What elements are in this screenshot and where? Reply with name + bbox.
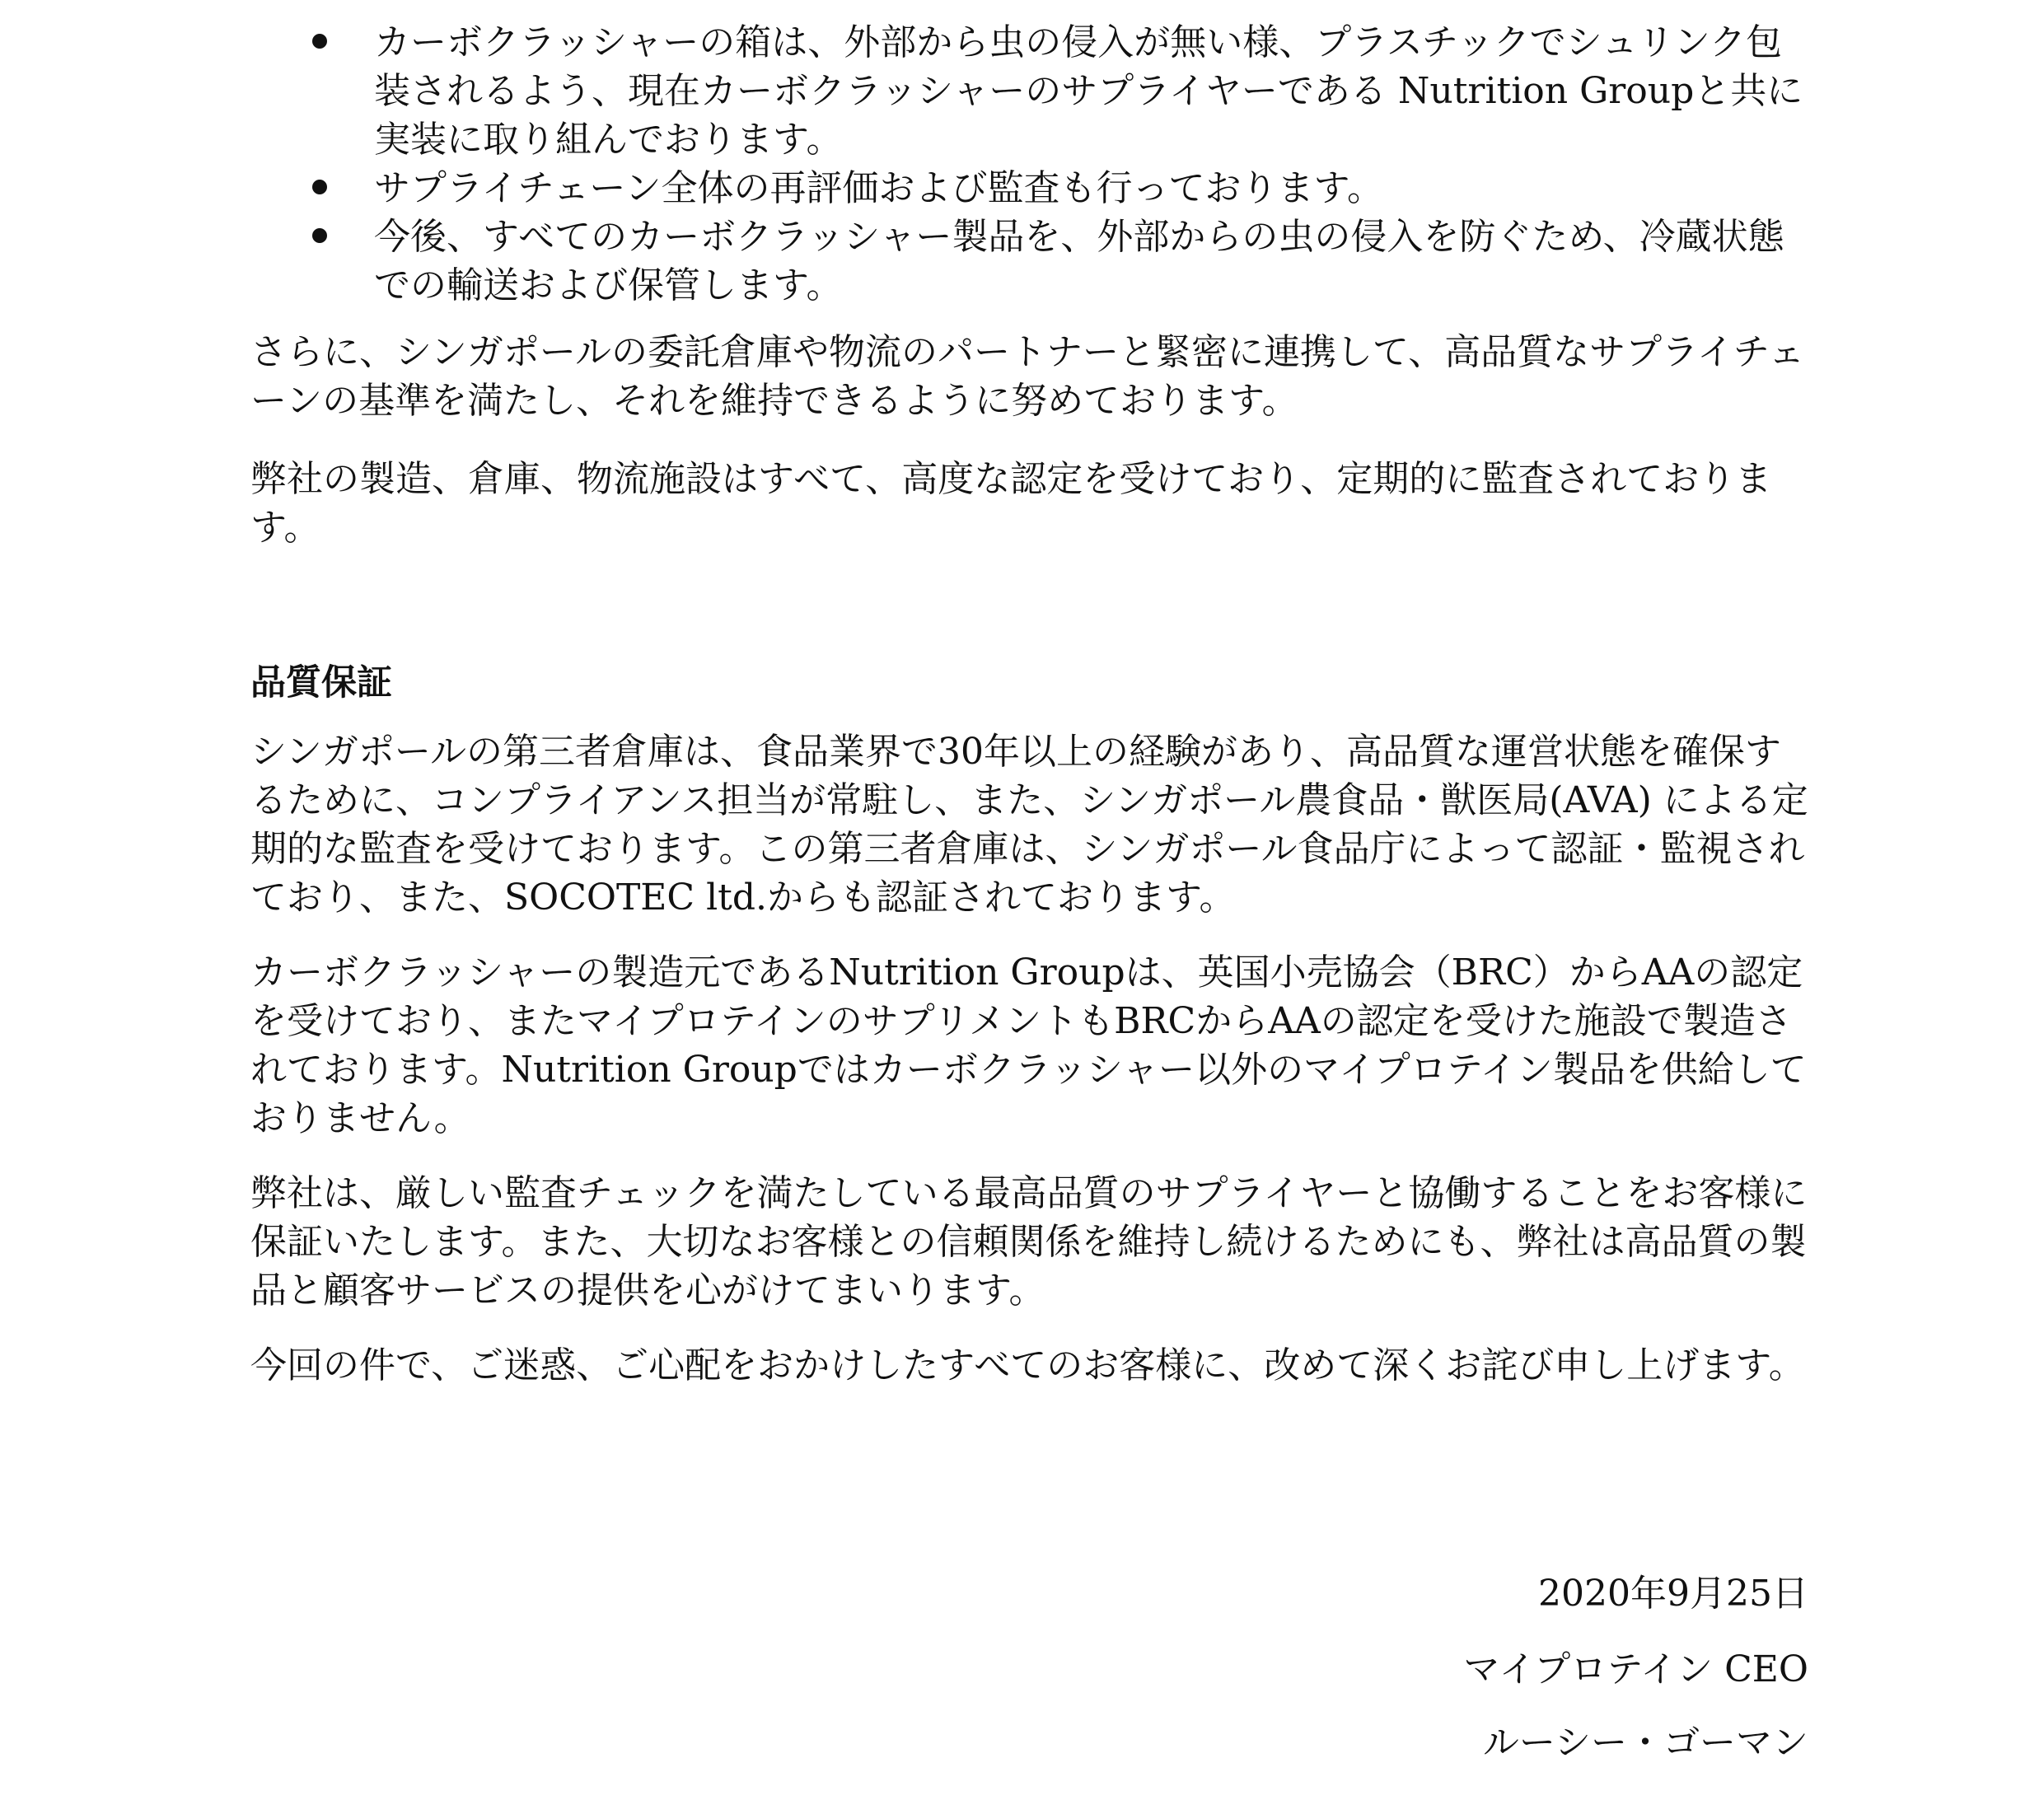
letter-body [250,18,1809,1438]
list-item [250,213,1809,310]
list-item-text: サプライチェーン全体の再評価および監査も行っております。 [374,167,1383,209]
list-item-text: カーボクラッシャーの箱は、外部から虫の侵入が無い様、プラスチックでシュリンク包装されるよう、現在カーボクラッシャーのサプライヤーである Nutrition Groupと共に実装に取り組んでおります。 [374,21,1803,161]
bullet-icon [312,228,327,243]
list-item [250,164,1809,213]
signature-name: ルーシー・ゴーマン [1482,1722,1808,1764]
paragraph-logistics: さらに、シンガポールの委託倉庫や物流のパートナーと緊密に連携して、高品質なサプライチェーンの基準を満たし、それを維持できるように努めております。 [250,331,1805,422]
paragraph-apology: 今回の件で、ご迷惑、ご心配をおかけしたすべてのお客様に、改めて深くお詫び申し上げます。 [250,1344,1805,1386]
list-item-text: 今後、すべてのカーボクラッシャー製品を、外部からの虫の侵入を防ぐため、冷蔵状態での輸送および保管します。 [374,216,1784,306]
signature-date: 2020年9月25日 [1538,1573,1808,1615]
paragraph-facilities: 弊社の製造、倉庫、物流施設はすべて、高度な認定を受けており、定期的に監査されております。 [250,458,1772,549]
bullet-icon [312,180,327,194]
signature-title: マイプロテイン CEO [1463,1648,1808,1690]
list-item [250,18,1809,164]
bullet-icon [312,34,327,49]
paragraph-warehouse: シンガポールの第三者倉庫は、食品業界で30年以上の経験があり、高品質な運営状態を確保するために、コンプライアンス担当が常駐し、また、シンガポール農食品・獣医局(AVA) による定期的な監査を受けております。この第三者倉庫は、シンガポール食品庁によって認証・監視されており、また、SOCOTEC ltd.からも認証されております。 [250,731,1808,919]
paragraph-assurance: 弊社は、厳しい監査チェックを満たしている最高品質のサプライヤーと協働することをお客様に保証いたします。また、大切なお客様との信頼関係を維持し続けるためにも、弊社は高品質の製品と顧客サービスの提供を心がけてまいります。 [250,1172,1808,1311]
paragraph-manufacturer: カーボクラッシャーの製造元であるNutrition Groupは、英国小売協会（BRC）からAAの認定を受けており、またマイプロテインのサプリメントもBRCからAAの認定を受けた施設で製造されております。Nutrition Groupではカーボクラッシャー以外のマイプロテイン製品を供給しておりません。 [250,951,1807,1139]
measures-list [250,18,1809,310]
section-heading-quality: 品質保証 [250,662,392,704]
